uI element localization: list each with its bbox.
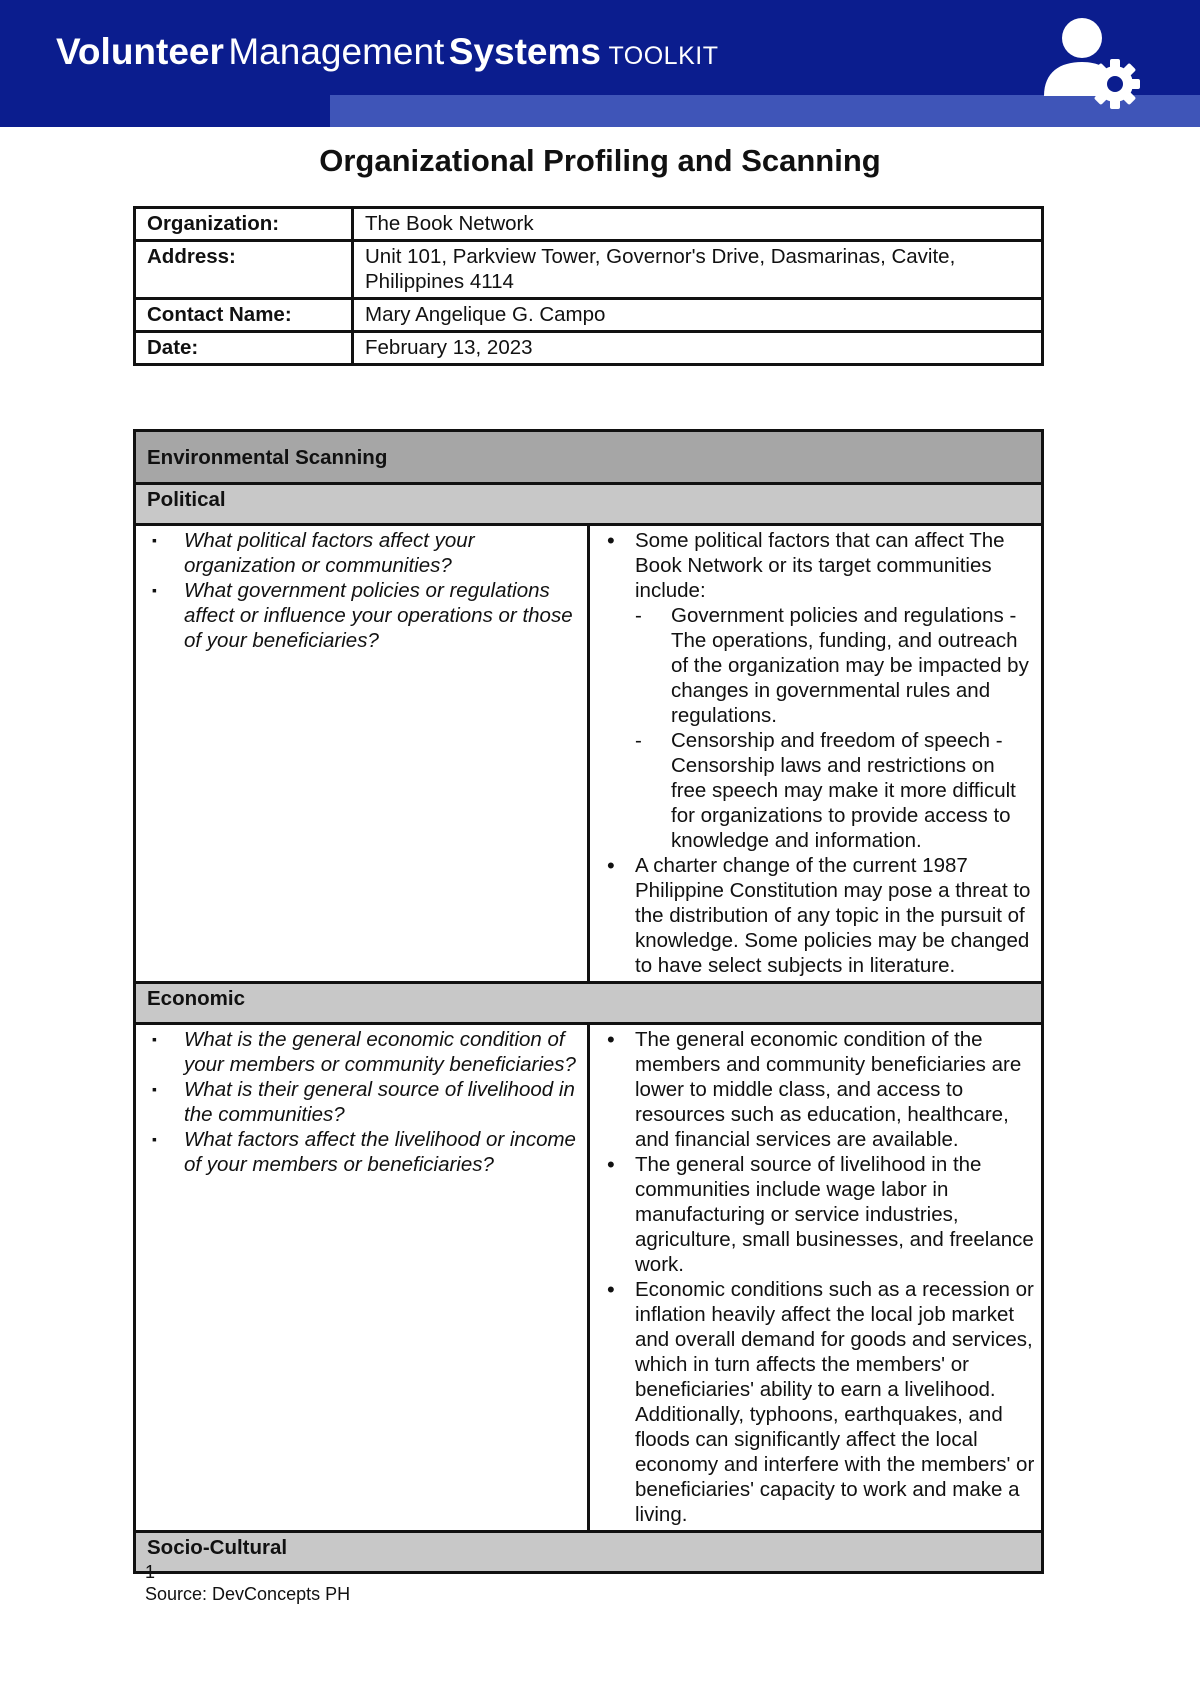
political-answers <box>589 525 1043 983</box>
info-row-contact-name <box>135 299 1043 332</box>
info-row-date <box>135 332 1043 365</box>
question-item: ▪ What government policies or regulations affect or influence your operations or those of your beneficiaries? <box>148 578 581 653</box>
section-heading: Environmental Scanning <box>135 431 1043 484</box>
question-item: ▪ What factors affect the livelihood or income of your members or beneficiaries? <box>148 1127 581 1177</box>
socio-cultural-heading: Socio-Cultural <box>135 1532 1043 1573</box>
info-value: February 13, 2023 <box>353 332 1043 365</box>
info-label: Date: <box>135 332 353 365</box>
info-value: Mary Angelique G. Campo <box>353 299 1043 332</box>
political-heading: Political <box>135 484 1043 525</box>
answer-item: • Economic conditions such as a recession or inflation heavily affect the local job market and overall demand for goods and services, which in turn affects the members' or beneficiaries' ability to earn a livelihood. Additionally, typhoons, earthquakes, and floods can significantly affect the local economy and interfere with the members' or beneficiaries' capacity to work and make a living. <box>599 1277 1035 1527</box>
brand-word-systems: Systems <box>448 31 601 72</box>
economic-row <box>135 1024 1043 1532</box>
environmental-scanning-table <box>133 429 1044 1574</box>
info-row-organization <box>135 208 1043 241</box>
source-note: Source: DevConcepts PH <box>145 1584 351 1604</box>
political-questions <box>135 525 589 983</box>
answer-subitem: - Government policies and regulations - The operations, funding, and outreach of the organization may be impacted by changes in governmental rules and regulations. <box>635 603 1035 728</box>
answer-item: • The general economic condition of the members and community beneficiaries are lower to middle class, and access to resources such as education, healthcare, and financial services are available. <box>599 1027 1035 1152</box>
info-value: Unit 101, Parkview Tower, Governor's Drive, Dasmarinas, Cavite, Philippines 4114 <box>353 241 1043 299</box>
info-label: Organization: <box>135 208 353 241</box>
question-item: ▪ What is their general source of livelihood in the communities? <box>148 1077 581 1127</box>
organization-info-table <box>133 206 1044 366</box>
answer-subitem: - Censorship and freedom of speech - Censorship laws and restrictions on free speech may make it more difficult for organizations to provide access to knowledge and information. <box>635 728 1035 853</box>
economic-answers <box>589 1024 1043 1532</box>
answer-item <box>599 528 1035 853</box>
page-number: 1 <box>145 1562 156 1582</box>
question-item: ▪ What is the general economic condition of your members or community beneficiaries? <box>148 1027 581 1077</box>
political-row <box>135 525 1043 983</box>
brand-word-toolkit: TOOLKIT <box>608 42 719 70</box>
volunteer-gear-icon <box>1040 12 1146 112</box>
brand-word-management: Management <box>228 31 445 72</box>
brand-title <box>56 33 718 70</box>
info-row-address <box>135 241 1043 299</box>
brand-word-volunteer: Volunteer <box>56 31 224 72</box>
page-footer <box>145 1561 350 1605</box>
answer-item: • The general source of livelihood in the communities include wage labor in manufacturing or service industries, agriculture, small businesses, and freelance work. <box>599 1152 1035 1277</box>
info-value: The Book Network <box>353 208 1043 241</box>
page-title: Organizational Profiling and Scanning <box>319 143 881 178</box>
header-banner <box>0 0 1200 127</box>
economic-questions <box>135 1024 589 1532</box>
answer-intro: Some political factors that can affect The Book Network or its target communities include: <box>635 529 1005 602</box>
answer-item: • A charter change of the current 1987 Philippine Constitution may pose a threat to the distribution of any topic in the pursuit of knowledge. Some policies may be changed to have select subjects in literature. <box>599 853 1035 978</box>
info-label: Contact Name: <box>135 299 353 332</box>
question-item: ▪ What political factors affect your organization or communities? <box>148 528 581 578</box>
economic-heading: Economic <box>135 983 1043 1024</box>
info-label: Address: <box>135 241 353 299</box>
